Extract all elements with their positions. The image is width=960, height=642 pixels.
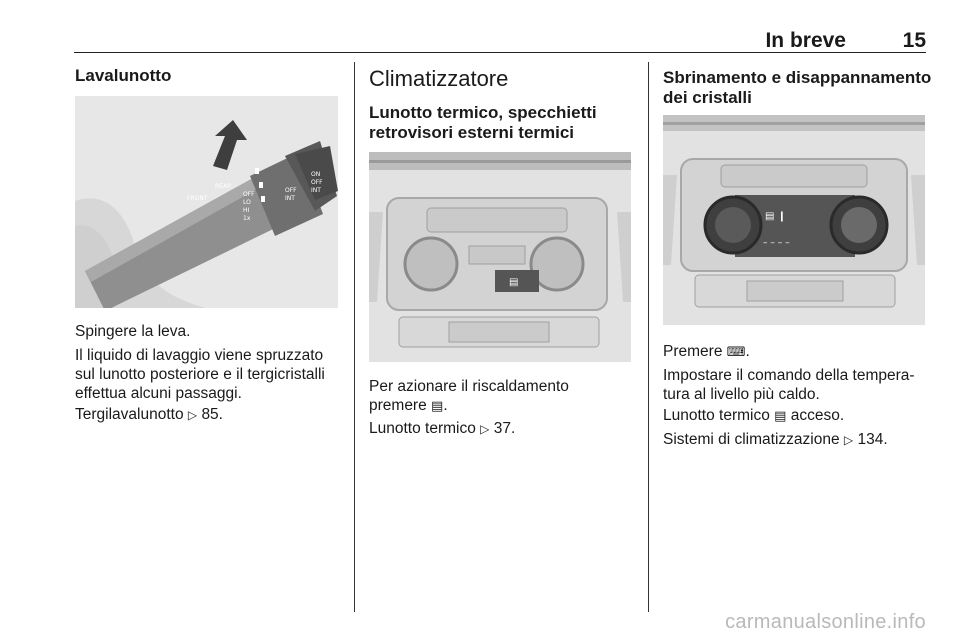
- para-push-lever: Spingere la leva.: [75, 323, 191, 340]
- page-reference-link[interactable]: 37.: [493, 420, 516, 437]
- page-reference-link[interactable]: 134.: [857, 431, 888, 448]
- column-divider: [354, 62, 355, 612]
- para-climate-systems-ref: Sistemi di climatizzazione ▷ 134.: [663, 431, 888, 448]
- para-rear-heater-on: Lunotto termico ▤ acceso.: [663, 407, 845, 424]
- climate-panel-illustration: [369, 152, 631, 362]
- chapter-title: Climatizzatore: [369, 66, 509, 91]
- para-activate-heating: Per azionare il riscaldamento premere ▤.: [369, 378, 569, 414]
- page-number: 15: [902, 29, 926, 52]
- subheading-heated-rear-window: Lunotto termico, specchietti retrovisori esterni termici: [369, 103, 597, 142]
- svg-text:▤ ❙: ▤ ❙: [765, 211, 787, 222]
- lever-label: LO: [243, 199, 251, 206]
- para-rear-wiper-ref: Tergilavalunotto ▷ 85.: [75, 406, 223, 423]
- wiper-lever-illustration: [75, 96, 338, 308]
- lever-label: REAR: [215, 183, 232, 190]
- lever-label: OFF: [311, 179, 323, 186]
- lever-label: INT: [285, 195, 295, 202]
- lever-label: HI: [243, 207, 250, 214]
- page-reference-link[interactable]: 85.: [201, 406, 223, 423]
- lever-label: FRONT: [187, 195, 208, 202]
- rear-window-heater-icon: ▤: [431, 399, 444, 414]
- para-washer-fluid: Il liquido di lavaggio viene spruzzato sul lunotto posteriore e il tergicristalli effettua alcuni passaggi.: [75, 347, 325, 402]
- rear-window-heater-icon: ▤: [774, 409, 787, 424]
- lever-label: OFF: [243, 191, 255, 198]
- heading-lavalunotto: Lavalunotto: [75, 66, 172, 85]
- heading-defrost-demist: Sbrinamento e disappannamento dei cristalli: [663, 68, 932, 107]
- lever-label: ON: [311, 171, 321, 178]
- reference-arrow-icon: ▷: [187, 408, 198, 422]
- svg-text:– – – –: – – – –: [763, 238, 790, 248]
- lever-label: OFF: [285, 187, 297, 194]
- defrost-panel-illustration: [663, 115, 925, 325]
- reference-arrow-icon: ▷: [843, 433, 854, 447]
- page-header: [74, 26, 926, 53]
- column-divider: [648, 62, 649, 612]
- windscreen-defrost-icon: ⌨: [726, 345, 746, 360]
- lever-label: INT: [311, 187, 321, 194]
- lever-label: 1x: [243, 215, 251, 222]
- reference-arrow-icon: ▷: [480, 422, 490, 436]
- para-press-defrost: Premere ⌨.: [663, 343, 750, 360]
- para-heated-rear-window-ref: Lunotto termico ▷ 37.: [369, 420, 516, 437]
- svg-text:▤: ▤: [509, 277, 519, 288]
- para-set-temperature: Impostare il comando della tempera- tura al livello più caldo.: [663, 367, 915, 403]
- watermark: carmanualsonline.info: [725, 611, 926, 633]
- section-title: In breve: [765, 29, 846, 52]
